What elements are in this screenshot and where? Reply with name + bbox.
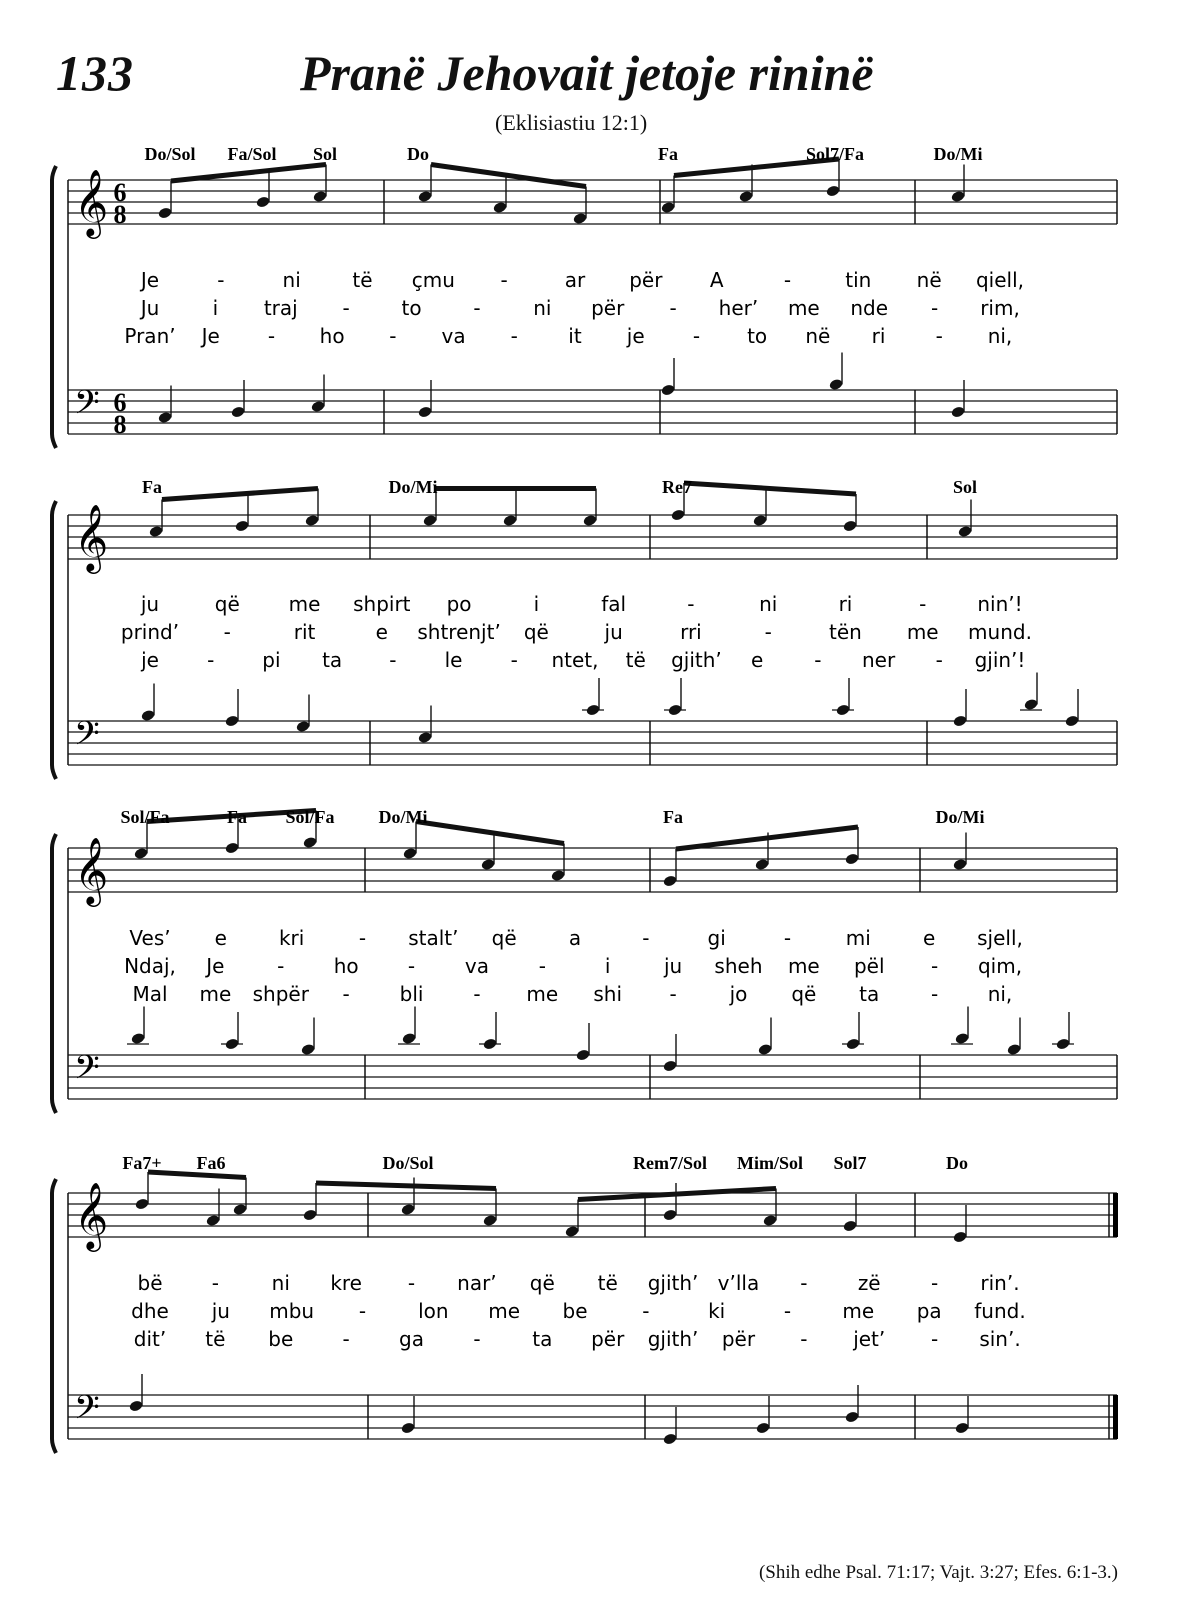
lyric-syllable: -	[783, 1299, 792, 1323]
lyric-syllable: -	[500, 268, 508, 292]
treble-clef-icon: 𝄞	[74, 1181, 109, 1249]
notehead	[661, 384, 676, 397]
lyric-syllable: bë	[137, 1271, 163, 1295]
chord-symbol: Sol/Fa	[120, 807, 170, 827]
lyric-syllable: të	[597, 1271, 618, 1295]
lyric-syllable: -	[764, 620, 772, 644]
lyric-syllable: -	[642, 926, 650, 950]
lyric-syllable: -	[358, 926, 367, 950]
lyric-syllable: ta	[322, 648, 343, 672]
lyric-syllable: për	[721, 1327, 756, 1351]
lyric-syllable: kri	[278, 926, 305, 950]
lyric-syllable: -	[931, 1327, 939, 1351]
lyric-syllable: mi	[845, 926, 871, 950]
notehead	[401, 1422, 416, 1435]
notehead	[149, 525, 164, 538]
lyric-syllable: nin’!	[977, 592, 1023, 616]
notehead	[551, 869, 566, 882]
chord-symbol: Fa6	[196, 1153, 226, 1173]
lyric-syllable: bli	[399, 982, 424, 1006]
lyric-syllable: me	[199, 982, 232, 1006]
notehead	[663, 1060, 678, 1073]
bass-clef-icon: 𝄢	[74, 1049, 100, 1095]
lyric-syllable: nar’	[457, 1271, 497, 1295]
time-signature-numerator: 6	[113, 178, 127, 207]
notehead	[955, 1032, 970, 1045]
lyric-syllable: ni,	[987, 324, 1013, 348]
lyric-syllable: -	[538, 954, 546, 978]
lyric-syllable: ta	[532, 1327, 553, 1351]
note-beam	[684, 483, 856, 494]
notehead	[225, 715, 240, 728]
lyric-syllable: -	[800, 1271, 808, 1295]
notehead	[1024, 698, 1039, 711]
lyric-syllable: -	[935, 324, 943, 348]
notehead	[235, 520, 250, 533]
notehead	[256, 196, 271, 209]
lyric-syllable: Pran’	[124, 324, 176, 348]
notehead	[826, 185, 841, 198]
chord-symbol: Do	[407, 144, 429, 164]
notehead	[661, 201, 676, 214]
time-signature-denominator: 8	[113, 410, 127, 439]
notehead	[305, 514, 320, 527]
lyric-syllable: për	[629, 268, 663, 292]
notehead	[758, 1043, 773, 1056]
lyric-syllable: sin’.	[979, 1327, 1021, 1351]
notehead	[135, 1198, 150, 1211]
notehead	[756, 1422, 771, 1435]
lyric-syllable: ri	[871, 324, 886, 348]
notehead	[418, 731, 433, 744]
lyric-syllable: shtrenjt’	[417, 620, 501, 644]
lyric-syllable: ar	[564, 268, 586, 292]
lyric-syllable: -	[687, 592, 695, 616]
notehead	[829, 378, 844, 391]
lyric-syllable: ni,	[987, 982, 1013, 1006]
notehead	[301, 1043, 316, 1056]
lyric-syllable: rit	[293, 620, 316, 644]
final-barline-thick	[1113, 1395, 1118, 1439]
lyric-syllable: gjith’	[647, 1271, 699, 1295]
notehead	[493, 201, 508, 214]
notehead	[951, 190, 966, 203]
lyric-syllable: ni	[282, 268, 301, 292]
lyric-syllable: çmu	[411, 268, 455, 292]
chord-symbol: Do/Mi	[933, 144, 983, 164]
lyric-syllable: -	[669, 296, 677, 320]
notehead	[225, 842, 240, 855]
chord-symbol: Sol7	[833, 1153, 867, 1173]
lyric-syllable: her’	[718, 296, 759, 320]
lyric-syllable: fund.	[974, 1299, 1026, 1323]
lyric-syllable: ni	[271, 1271, 290, 1295]
lyric-syllable: ju	[663, 954, 683, 978]
lyric-syllable: me	[842, 1299, 875, 1323]
chord-symbol: Sol	[952, 477, 978, 497]
notehead	[131, 1032, 146, 1045]
lyric-syllable: për	[591, 1327, 625, 1351]
lyric-syllable: -	[931, 982, 939, 1006]
notehead	[951, 406, 966, 419]
note-beam	[578, 1189, 776, 1200]
lyric-syllable: në	[916, 268, 942, 292]
notehead	[1065, 715, 1080, 728]
note-beam	[171, 165, 326, 182]
lyric-syllable: -	[267, 324, 276, 348]
lyric-syllable: fal	[601, 592, 627, 616]
lyric-syllable: ni	[759, 592, 778, 616]
lyric-syllable: -	[342, 296, 350, 320]
lyric-syllable: i	[604, 954, 611, 978]
lyric-syllable: Ju	[140, 296, 160, 320]
lyric-syllable: -	[217, 268, 225, 292]
lyric-syllable: -	[223, 620, 231, 644]
notehead	[953, 715, 968, 728]
lyric-syllable: rri	[680, 620, 702, 644]
treble-clef-icon: 𝄞	[74, 836, 109, 904]
notehead	[402, 1032, 417, 1045]
lyric-syllable: -	[783, 926, 792, 950]
chord-symbol: Fa	[227, 807, 247, 827]
notehead	[403, 847, 418, 860]
lyric-syllable: i	[212, 296, 219, 320]
lyric-syllable: Je	[206, 954, 225, 978]
notehead	[296, 720, 311, 733]
chord-symbol: Fa/Sol	[227, 144, 277, 164]
notehead	[231, 406, 246, 419]
lyric-syllable: to	[747, 324, 768, 348]
lyric-syllable: sheh	[714, 954, 763, 978]
lyric-syllable: të	[625, 648, 646, 672]
lyric-syllable: -	[935, 648, 943, 672]
notehead	[483, 1214, 498, 1227]
chord-symbol: Do/Mi	[388, 477, 438, 497]
lyric-syllable: pi	[262, 648, 281, 672]
notehead	[503, 514, 518, 527]
chord-symbol: Mim/Sol	[737, 1153, 803, 1173]
lyric-syllable: kre	[330, 1271, 362, 1295]
lyric-syllable: -	[342, 1327, 350, 1351]
lyric-syllable: gjith’	[647, 1327, 699, 1351]
chord-symbol: Sol	[312, 144, 338, 164]
notehead	[763, 1214, 778, 1227]
notehead	[401, 1203, 416, 1216]
notehead	[303, 836, 318, 849]
lyric-syllable: të	[352, 268, 373, 292]
lyric-syllable: Ves’	[129, 926, 171, 950]
lyric-syllable: ho	[333, 954, 359, 978]
lyric-syllable: tin	[845, 268, 872, 292]
lyric-syllable: -	[800, 1327, 808, 1351]
notehead	[233, 1203, 248, 1216]
notehead	[958, 525, 973, 538]
system-bracket	[52, 1179, 56, 1453]
notehead	[583, 514, 598, 527]
lyric-syllable: lon	[418, 1299, 449, 1323]
lyric-syllable: që	[791, 982, 817, 1006]
notehead	[158, 207, 173, 220]
lyric-syllable: Ndaj,	[124, 954, 176, 978]
system-4	[52, 1153, 1118, 1453]
footer-references: (Shih edhe Psal. 71:17; Vajt. 3:27; Efes. 6:1-3.)	[758, 1562, 1118, 1583]
lyric-syllable: -	[211, 1271, 219, 1295]
notehead	[663, 1433, 678, 1446]
lyric-syllable: e	[750, 648, 764, 672]
chord-symbol: Fa	[658, 144, 678, 164]
lyric-syllable: ki	[708, 1299, 726, 1323]
lyric-syllable: -	[358, 1299, 367, 1323]
lyric-syllable: -	[692, 324, 701, 348]
lyric-syllable: jo	[729, 982, 748, 1006]
lyric-syllable: zë	[857, 1271, 881, 1295]
system-bracket	[52, 166, 56, 448]
chord-symbol: Do	[946, 1153, 968, 1173]
lyric-syllable: -	[407, 1271, 416, 1295]
lyric-syllable: pa	[916, 1299, 942, 1323]
lyric-syllable: -	[407, 954, 416, 978]
lyric-syllable: që	[529, 1271, 555, 1295]
lyric-syllable: shpër	[252, 982, 309, 1006]
system-3	[52, 807, 1117, 1113]
lyric-syllable: në	[805, 324, 831, 348]
bass-clef-icon: 𝄢	[74, 1389, 100, 1435]
lyric-syllable: -	[931, 1271, 939, 1295]
lyric-syllable: va	[441, 324, 466, 348]
notehead	[423, 514, 438, 527]
lyric-syllable: të	[205, 1327, 226, 1351]
lyric-syllable: dhe	[131, 1299, 169, 1323]
lyric-syllable: -	[642, 1299, 650, 1323]
lyric-syllable: ner	[861, 648, 896, 672]
lyric-syllable: me	[526, 982, 559, 1006]
lyric-syllable: to	[401, 296, 422, 320]
notehead	[663, 1209, 678, 1222]
lyric-syllable: le	[444, 648, 463, 672]
lyric-syllable: po	[446, 592, 472, 616]
lyric-syllable: me	[787, 296, 820, 320]
notehead	[303, 1209, 318, 1222]
notehead	[845, 853, 860, 866]
lyric-syllable: je	[141, 648, 159, 672]
lyric-syllable: rim,	[980, 296, 1020, 320]
note-beam	[431, 165, 586, 187]
lyric-syllable: be	[562, 1299, 588, 1323]
hymn-title: Pranë Jehovait jetoje rininë	[300, 45, 874, 101]
lyric-syllable: Mal	[132, 982, 168, 1006]
system-bracket	[52, 501, 56, 779]
hymn-number: 133	[56, 45, 134, 101]
note-beam	[316, 1183, 496, 1189]
lyric-syllable: për	[591, 296, 625, 320]
notehead	[418, 190, 433, 203]
system-1	[52, 144, 1117, 448]
lyric-syllable: shpirt	[353, 592, 411, 616]
lyric-syllable: -	[510, 324, 518, 348]
lyric-syllable: stalt’	[408, 926, 459, 950]
lyric-syllable: -	[814, 648, 822, 672]
lyric-syllable: ta	[859, 982, 880, 1006]
lyric-syllable: ho	[319, 324, 345, 348]
lyric-syllable: i	[533, 592, 540, 616]
lyric-syllable: be	[268, 1327, 294, 1351]
lyric-syllable: gi	[707, 926, 726, 950]
lyric-syllable: gjin’!	[974, 648, 1026, 672]
lyric-syllable: e	[923, 926, 936, 950]
lyric-syllable: it	[568, 324, 582, 348]
notehead	[418, 406, 433, 419]
lyric-syllable: që	[491, 926, 517, 950]
lyric-syllable: që	[523, 620, 549, 644]
scripture-reference: (Eklisiastiu 12:1)	[495, 110, 648, 135]
notehead	[953, 858, 968, 871]
lyric-syllable: sjell,	[977, 926, 1023, 950]
lyric-syllable: që	[214, 592, 240, 616]
notehead	[481, 858, 496, 871]
lyric-syllable: me	[488, 1299, 521, 1323]
lyric-syllable: e	[375, 620, 388, 644]
lyric-syllable: a	[568, 926, 582, 950]
chord-symbol: Re7	[662, 477, 692, 497]
notehead	[755, 858, 770, 871]
notehead	[953, 1231, 968, 1244]
lyric-syllable: traj	[263, 296, 298, 320]
notehead	[141, 709, 156, 722]
lyric-syllable: gjith’	[671, 648, 722, 672]
system-2	[52, 477, 1117, 779]
lyric-syllable: -	[473, 1327, 481, 1351]
lyric-syllable: jet’	[853, 1327, 886, 1351]
chord-symbol: Sol7/Fa	[805, 144, 865, 164]
notehead	[134, 847, 149, 860]
lyric-syllable: va	[464, 954, 489, 978]
lyric-syllable: me	[787, 954, 820, 978]
notehead	[129, 1400, 144, 1413]
lyric-syllable: -	[510, 648, 518, 672]
notehead	[753, 514, 768, 527]
lyric-syllable: nde	[850, 296, 889, 320]
lyric-syllable: tën	[829, 620, 862, 644]
notehead	[671, 509, 686, 522]
lyric-syllable: -	[342, 982, 350, 1006]
lyric-syllable: -	[473, 296, 481, 320]
lyric-syllable: ju	[211, 1299, 230, 1323]
lyric-syllable: shi	[593, 982, 623, 1006]
lyric-syllable: -	[931, 954, 939, 978]
lyric-syllable: ntet,	[551, 648, 599, 672]
lyric-syllable: -	[207, 648, 215, 672]
bass-clef-icon: 𝄢	[74, 384, 100, 430]
lyric-syllable: je	[626, 324, 645, 348]
chord-symbol: Sol/Fa	[285, 807, 335, 827]
lyric-syllable: -	[669, 982, 677, 1006]
lyric-syllable: ri	[838, 592, 853, 616]
notehead	[311, 400, 326, 413]
chord-symbol: Fa	[663, 807, 683, 827]
lyric-syllable: -	[931, 296, 939, 320]
notehead	[663, 875, 678, 888]
notehead	[1007, 1043, 1022, 1056]
notehead	[955, 1422, 970, 1435]
chord-symbol: Do/Mi	[935, 807, 985, 827]
lyric-syllable: Je	[140, 268, 160, 292]
lyric-syllable: rin’.	[980, 1271, 1020, 1295]
lyric-syllable: mbu	[269, 1299, 315, 1323]
treble-clef-icon: 𝄞	[74, 168, 109, 236]
notehead	[573, 212, 588, 225]
chord-symbol: Fa	[142, 477, 162, 497]
lyric-syllable: ni	[533, 296, 552, 320]
lyric-syllable: prind’	[120, 620, 180, 644]
lyric-syllable: v’lla	[717, 1271, 760, 1295]
lyric-syllable: Je	[201, 324, 220, 348]
notehead	[843, 520, 858, 533]
lyric-syllable: ju	[140, 592, 160, 616]
lyric-syllable: -	[919, 592, 927, 616]
lyric-syllable: me	[906, 620, 939, 644]
lyric-syllable: ju	[604, 620, 623, 644]
lyric-syllable: -	[473, 982, 481, 1006]
notehead	[845, 1411, 860, 1424]
lyric-syllable: me	[288, 592, 321, 616]
final-barline-thick	[1113, 1193, 1118, 1237]
bass-clef-icon: 𝄢	[74, 715, 100, 761]
notehead	[158, 411, 173, 424]
treble-clef-icon: 𝄞	[74, 503, 109, 571]
chord-symbol: Do/Mi	[378, 807, 428, 827]
chord-symbol: Do/Sol	[144, 144, 196, 164]
lyric-syllable: e	[214, 926, 227, 950]
notehead	[576, 1049, 591, 1062]
chord-symbol: Do/Sol	[382, 1153, 434, 1173]
lyric-syllable: pël	[853, 954, 885, 978]
note-beam	[162, 489, 318, 500]
system-bracket	[52, 834, 56, 1113]
notehead	[843, 1220, 858, 1233]
time-signature-numerator: 6	[113, 388, 127, 417]
lyric-syllable: -	[277, 954, 285, 978]
notehead	[565, 1225, 580, 1238]
notehead	[206, 1214, 221, 1227]
time-signature-denominator: 8	[113, 200, 127, 229]
lyric-syllable: qim,	[977, 954, 1023, 978]
notehead	[739, 190, 754, 203]
lyric-syllable: -	[389, 324, 397, 348]
lyric-syllable: -	[389, 648, 397, 672]
lyric-syllable: mund.	[968, 620, 1032, 644]
lyric-syllable: -	[783, 268, 792, 292]
lyric-syllable: dit’	[133, 1327, 167, 1351]
lyric-syllable: qiell,	[975, 268, 1025, 292]
chord-symbol: Fa7+	[122, 1153, 162, 1173]
note-beam	[416, 822, 564, 844]
note-beam	[676, 827, 858, 849]
lyric-syllable: A	[709, 268, 724, 292]
notehead	[313, 190, 328, 203]
chord-symbol: Rem7/Sol	[633, 1153, 707, 1173]
lyric-syllable: ga	[399, 1327, 425, 1351]
